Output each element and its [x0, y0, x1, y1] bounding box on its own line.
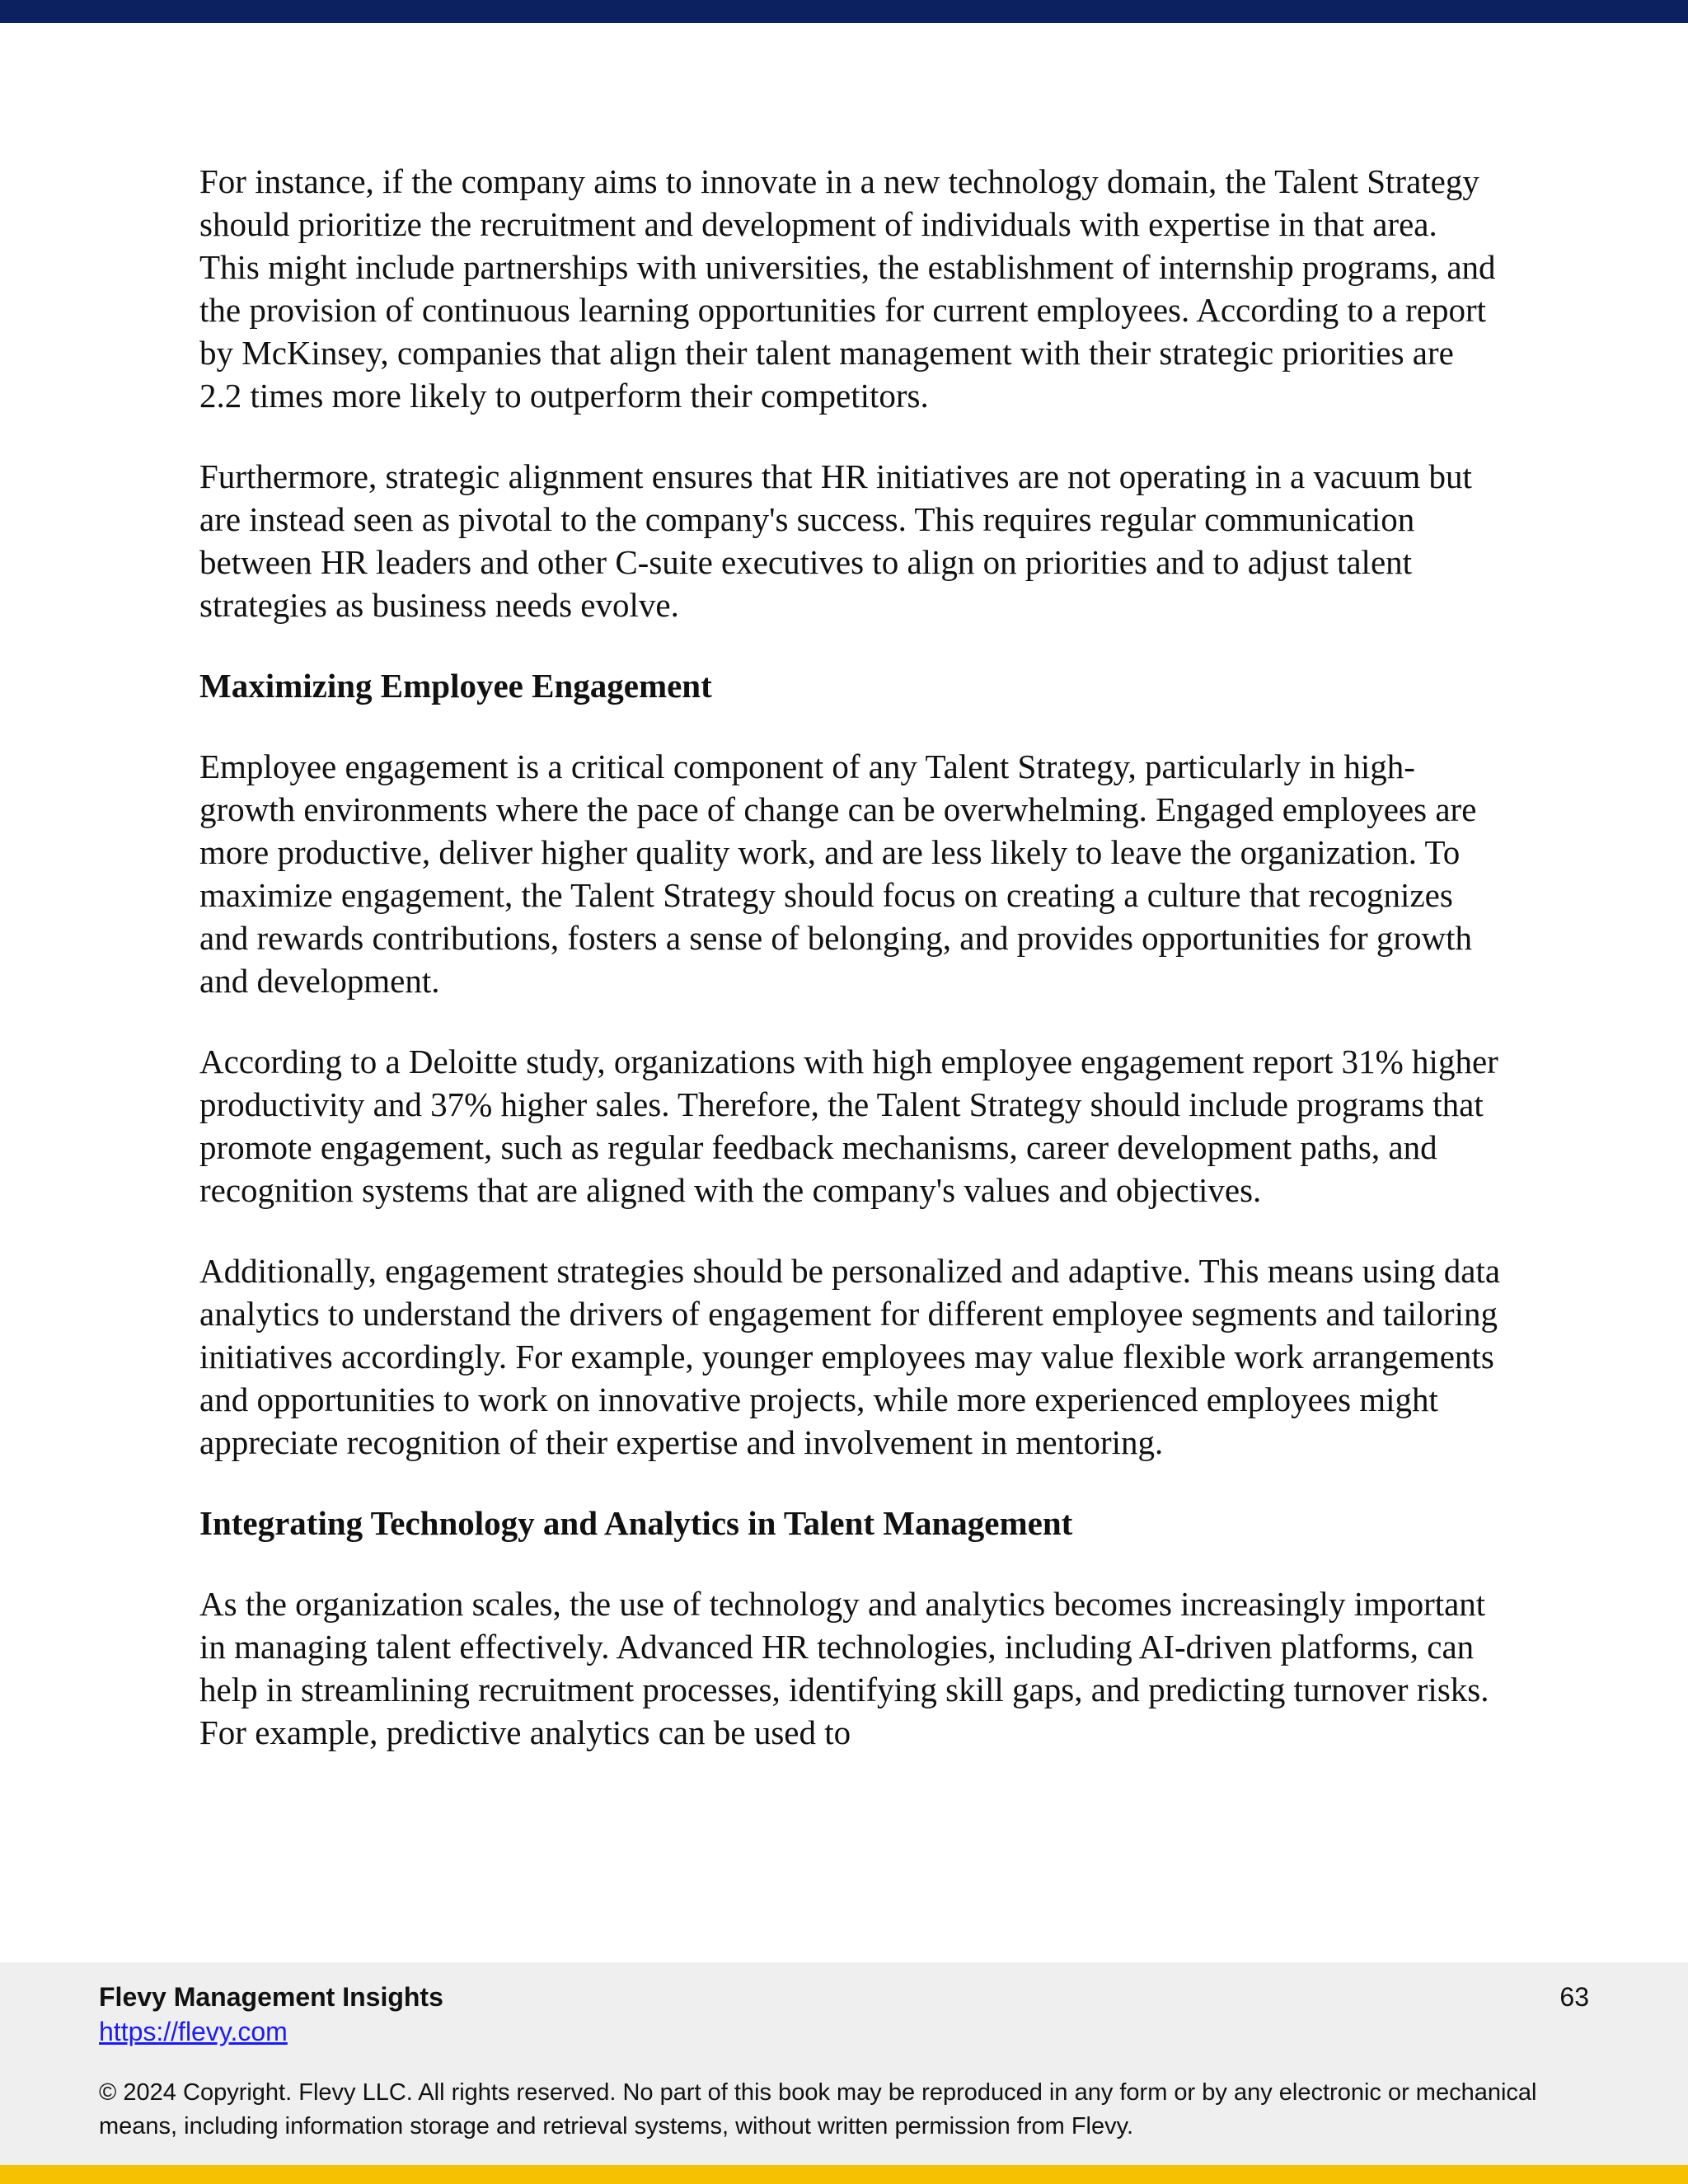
paragraph-engagement-critical: Employee engagement is a critical component of any Talent Strategy, particularly in high-growth environments where the pace of change can be overwhelming. Engaged employees are more productive, deliver higher quality work, and are less likely to leave the organization. To maximize engagement, the Talent Strategy should focus on creating a culture that recognizes and rewards contributions, fosters a sense of belonging, and provides opportunities for growth and development. [199, 748, 1477, 1000]
heading-employee-engagement: Maximizing Employee Engagement [199, 667, 712, 705]
copyright-notice: © 2024 Copyright. Flevy LLC. All rights reserved. No part of this book may be reproduced in any form or by any electronic or mechanical means, including information storage and retrieval systems, without written permission from Flevy. [99, 2079, 1537, 2139]
paragraph-personalized-engagement: Additionally, engagement strategies should be personalized and adaptive. This means using data analytics to understand the drivers of engagement for different employee segments and tailoring initiatives accordingly. For example, younger employees may value flexible work arrangements and opportunities to work on innovative projects, while more experienced employees might appreciate recognition of their expertise and involvement in mentoring. [199, 1252, 1501, 1461]
paragraph-strategic-alignment: Furthermore, strategic alignment ensures that HR initiatives are not operating in a vacuum but are instead seen as pivotal to the company's success. This requires regular communication between HR leaders and other C-suite executives to align on priorities and to adjust talent strategies as business needs evolve. [199, 457, 1472, 624]
footer-title: Flevy Management Insights [99, 1982, 443, 2012]
paragraph-technology-analytics: As the organization scales, the use of technology and analytics becomes increasingly important in managing talent effectively. Advanced HR technologies, including AI-driven platforms, can help in streamlining recruitment processes, identifying skill gaps, and predicting turnover risks. For example, predictive analytics can be used to [199, 1585, 1489, 1751]
paragraph-deloitte-study: According to a Deloitte study, organizations with high employee engagement report 31% higher productivity and 37% higher sales. Therefore, the Talent Strategy should include programs that promote engagement, such as regular feedback mechanisms, career development paths, and recognition systems that are aligned with the company's values and objectives. [199, 1043, 1498, 1209]
paragraph-talent-strategy-innovation: For instance, if the company aims to innovate in a new technology domain, the Talent Strategy should prioritize the recruitment and development of individuals with expertise in that area. This might include partnerships with universities, the establishment of internship programs, and the provision of continuous learning opportunities for current employees. According to a report by McKinsey, companies that align their talent management with their strategic priorities are 2.2 times more likely to outperform their competitors. [199, 162, 1496, 415]
page-number: 63 [1559, 1982, 1589, 2012]
bottom-accent-bar [0, 2165, 1688, 2184]
page-body [199, 160, 1502, 1792]
heading-technology-analytics: Integrating Technology and Analytics in Talent Management [199, 1504, 1073, 1542]
top-accent-bar [0, 0, 1688, 23]
page-footer [0, 1962, 1688, 2165]
flevy-website-link[interactable]: https://flevy.com [99, 2017, 288, 2046]
